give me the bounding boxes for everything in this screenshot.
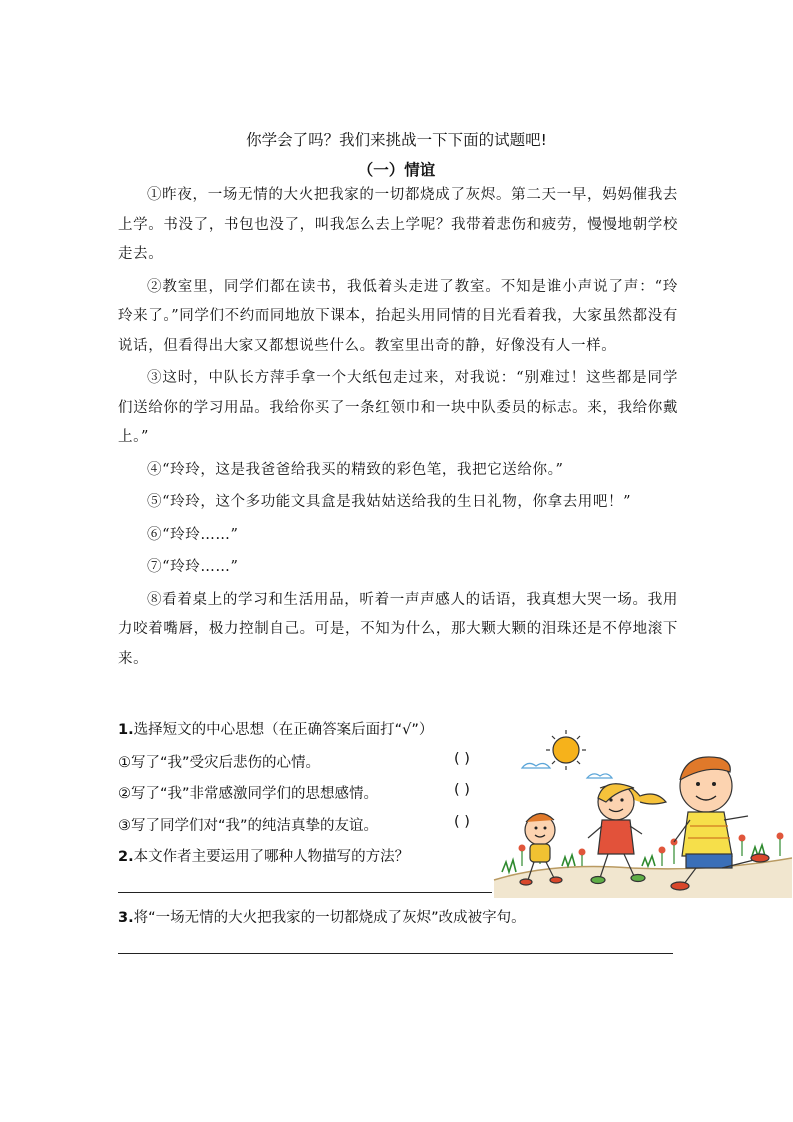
paragraph-4: ④“玲玲，这是我爸爸给我买的精致的彩色笔，我把它送给你。” bbox=[147, 461, 564, 478]
question-2-number: 2. bbox=[118, 849, 134, 865]
paragraph-7: ⑦“玲玲……” bbox=[147, 559, 239, 575]
paragraph-8: ⑧看着桌上的学习和生活用品，听着一声声感人的话语，我真想大哭一场。我用力咬着嘴唇，极力控制自己。可是，不知为什么，那大颗大颗的泪珠还是不停地滚下来。 bbox=[118, 591, 678, 667]
passage bbox=[118, 181, 678, 677]
question-2 bbox=[118, 845, 409, 866]
paragraph-5: ⑤“玲玲，这个多功能文具盒是我姑姑送给我的生日礼物，你拿去用吧！” bbox=[147, 494, 632, 510]
question-2-text: 本文作者主要运用了哪种人物描写的方法？ bbox=[133, 849, 410, 865]
three-children-running-icon bbox=[492, 730, 792, 898]
option-2: ②写了“我”非常感激同学们的思想感情。 bbox=[118, 786, 379, 802]
option-2-answer-box[interactable]: ( ) bbox=[454, 782, 470, 798]
paragraph-1: ①昨夜，一场无情的大火把我家的一切都烧成了灰烬。第二天一早，妈妈催我去上学。书没了，书包也没了，叫我怎么去上学呢？我带着悲伤和疲劳，慢慢地朝学校走去。 bbox=[118, 187, 678, 262]
paragraph-2: ②教室里，同学们都在读书，我低着头走进了教室。不知是谁小声说了声：“玲玲来了。”同学们不约而同地放下课本，抬起头用同情的目光看着我，大家虽然都没有说话，但看得出大家又都想说些什么。教室里出奇的静，好像没有人一样。 bbox=[118, 278, 678, 354]
question-1 bbox=[118, 718, 433, 739]
paragraph-6: ⑥“玲玲……” bbox=[147, 526, 239, 543]
question-3-text: 将“一场无情的大火把我家的一切都烧成了灰烬”改成被字句。 bbox=[133, 910, 526, 926]
page-title: 你学会了吗？我们来挑战一下下面的试题吧! bbox=[246, 131, 547, 149]
question-1-number: 1. bbox=[118, 722, 134, 738]
option-3: ③写了同学们对“我”的纯洁真挚的友谊。 bbox=[118, 818, 379, 834]
question-3-number: 3. bbox=[118, 910, 134, 926]
question-2-answer-line[interactable] bbox=[118, 892, 492, 893]
paragraph-3: ③这时，中队长方萍手拿一个大纸包走过来，对我说：“别难过！这些都是同学们送给你的学习用品。我给你买了一条红领巾和一块中队委员的标志。来，我给你戴上。” bbox=[118, 370, 678, 445]
option-1-answer-box[interactable]: ( ) bbox=[454, 751, 470, 767]
question-3-answer-line[interactable] bbox=[118, 953, 673, 954]
option-1: ①写了“我”受灾后悲伤的心情。 bbox=[118, 755, 321, 771]
option-3-answer-box[interactable]: ( ) bbox=[454, 814, 470, 830]
question-3 bbox=[118, 906, 526, 927]
section-title: （一）情谊 bbox=[357, 160, 436, 179]
question-1-text: 选择短文的中心思想（在正确答案后面打“√”） bbox=[133, 722, 434, 738]
